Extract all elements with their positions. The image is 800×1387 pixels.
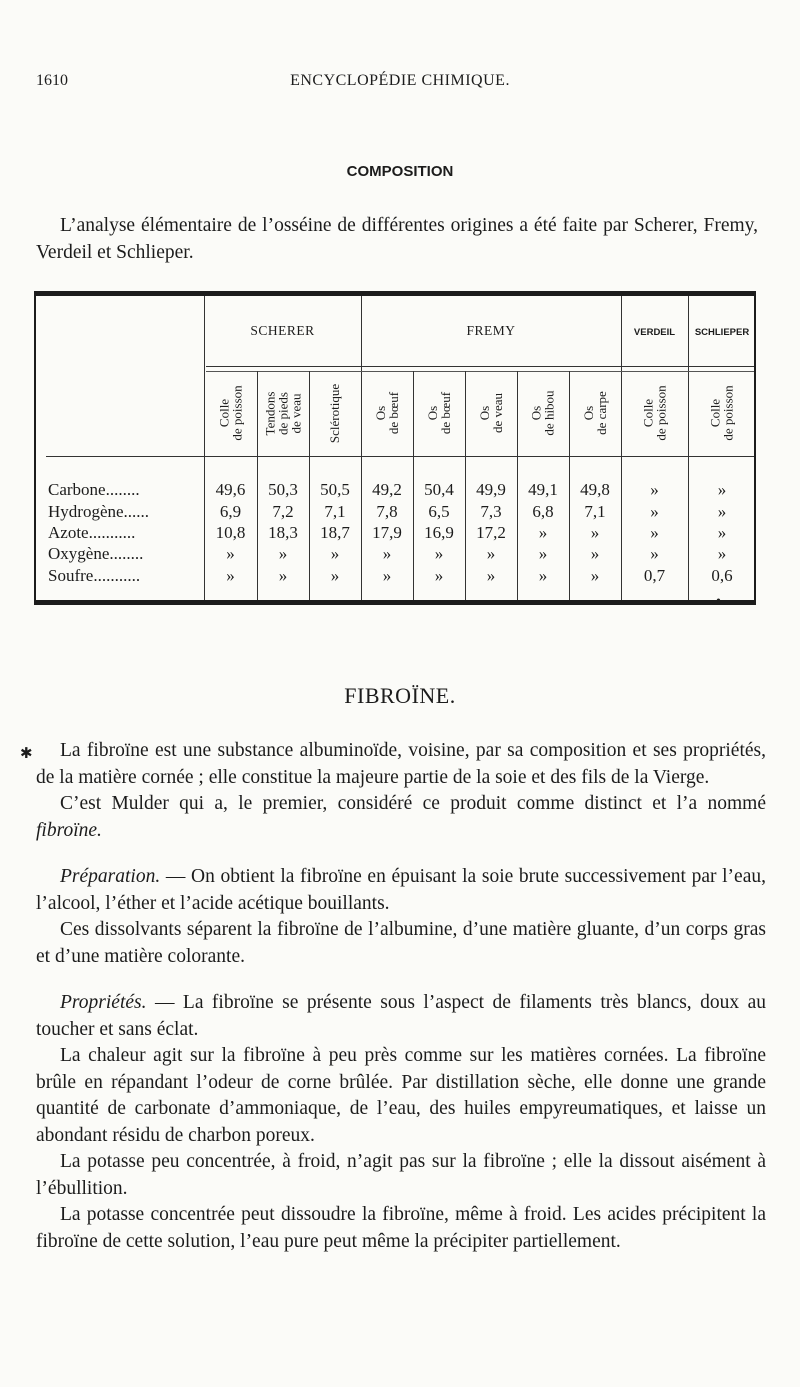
- table-cell: »: [226, 566, 235, 585]
- table-cell: »: [434, 566, 444, 585]
- table-cell: »: [590, 566, 600, 585]
- table-cell: 49,9: [476, 480, 506, 499]
- fibroine-body: [36, 738, 766, 1255]
- table-cell: 18,3: [268, 523, 298, 542]
- column-header-label: Colle de poisson: [708, 385, 736, 441]
- table-cell: 49,1: [528, 480, 558, 499]
- page-number: 1610: [36, 72, 68, 89]
- table-cell: »: [382, 566, 392, 585]
- table-cell: »: [650, 544, 659, 563]
- table-cell: »: [434, 544, 444, 563]
- column-header: [517, 378, 569, 448]
- table-cell: »: [278, 544, 288, 563]
- table-cell: 49,2: [372, 480, 402, 499]
- table-cell: »: [382, 544, 392, 563]
- table-cell: »: [486, 544, 496, 563]
- table-cell: 6,9: [219, 502, 242, 521]
- column-header: [204, 378, 257, 448]
- table-cell: 7,1: [324, 502, 346, 521]
- running-head: [36, 72, 764, 94]
- column-header: [688, 378, 756, 448]
- column-header: [465, 378, 517, 448]
- group-scherer: SCHERER: [250, 323, 315, 338]
- column-header: [413, 378, 465, 448]
- table-cell: 49,8: [580, 480, 610, 499]
- table-cell: »: [226, 544, 235, 563]
- table-cell: »: [538, 523, 548, 542]
- table-cell: »: [590, 544, 600, 563]
- paragraph-potash-concentrated: La potasse concentrée peut dissoudre la fibroïne, même à froid. Les acides précipitent la fibroïne de cette solution, l’eau pure peut même la précipiter partiellement.: [36, 1204, 766, 1252]
- table-cell: 7,1: [584, 502, 606, 521]
- table-cell: »: [278, 566, 288, 585]
- osseine-composition-table: [34, 291, 756, 605]
- table-cell: »: [650, 502, 659, 521]
- column-header-label: Sclérotique: [327, 383, 343, 443]
- paragraph-definition: La fibroïne est une substance albuminoïde, voisine, par sa composition et ses propriétés, de la matière cornée ; elle constitue la majeure partie de la soie et des fils de la Vierge.: [36, 740, 766, 788]
- row-label: Hydrogène......: [48, 502, 150, 521]
- table-cell: »: [650, 523, 659, 542]
- intro-paragraph: L’analyse élémentaire de l’osséine de différentes origines a été faite par Scherer, Fremy, Verdeil et Schlieper.: [36, 215, 758, 263]
- table-cell: 50,3: [268, 480, 298, 499]
- printer-dot: •: [716, 594, 721, 609]
- fibroine-heading: FIBROÏNE.: [344, 683, 456, 708]
- column-header-label: Tendons de pieds de veau: [262, 391, 304, 435]
- row-label: Soufre...........: [48, 566, 141, 585]
- table-cell: »: [330, 544, 340, 563]
- properties-text: — La fibroïne se présente sous l’aspect de filaments très blancs, doux au toucher et sans éclat.: [36, 992, 766, 1040]
- row-label: Carbone........: [48, 480, 140, 499]
- table-cell: »: [650, 480, 659, 499]
- table-cell: »: [717, 523, 727, 542]
- paragraph-potash-dilute: La potasse peu concentrée, à froid, n’agit pas sur la fibroïne ; elle la dissout aisément à l’ébullition.: [36, 1151, 766, 1199]
- table-cell: »: [538, 566, 548, 585]
- fibroine-term: fibroïne.: [36, 819, 102, 841]
- properties-title: Propriétés.: [60, 992, 147, 1013]
- table-cell: 18,7: [320, 523, 350, 542]
- column-header: [361, 378, 413, 448]
- table-cell: 7,2: [272, 502, 294, 521]
- table-cell: »: [717, 480, 727, 499]
- column-header-label: Os de bœuf: [425, 391, 453, 435]
- table-cell: 17,2: [476, 523, 506, 542]
- table-cell: »: [330, 566, 340, 585]
- table-cell: 6,8: [532, 502, 554, 521]
- table-cell: 0,7: [643, 566, 666, 585]
- table-cell: »: [538, 544, 548, 563]
- table-cell: »: [590, 523, 600, 542]
- mulder-text: C’est Mulder qui a, le premier, considéré ce produit comme distinct et l’a nommé: [60, 793, 766, 814]
- table-rule: [206, 366, 754, 367]
- table-cell: 50,5: [320, 480, 350, 499]
- table-cell: 16,9: [424, 523, 454, 542]
- composition-intro: [36, 212, 758, 266]
- running-title: ENCYCLOPÉDIE CHIMIQUE.: [290, 72, 510, 89]
- column-header-label: Os de hibou: [528, 390, 557, 436]
- column-header-label: Os de carpe: [580, 391, 609, 435]
- column-header-label: Colle de poisson: [216, 385, 245, 441]
- table-cell: 49,6: [215, 480, 246, 499]
- group-fremy: FREMY: [466, 323, 516, 338]
- column-header-label: Os de veau: [477, 392, 505, 434]
- column-header: [257, 378, 309, 448]
- column-header-label: Os de bœuf: [373, 391, 401, 435]
- group-schlieper: SCHLIEPER: [694, 327, 750, 338]
- table-cell: 10,8: [215, 523, 246, 542]
- column-header: [621, 378, 688, 448]
- preparation-title: Préparation.: [60, 866, 161, 887]
- group-verdeil: VERDEIL: [633, 327, 676, 338]
- paragraph-solvents: Ces dissolvants séparent la fibroïne de l’albumine, d’une matière gluante, d’un corps gras et d’une matière colorante.: [36, 919, 766, 967]
- asterisk-mark-icon: ✱: [20, 746, 33, 762]
- table-cell: »: [717, 544, 727, 563]
- table-cell: 0,6: [711, 566, 733, 585]
- table-rule: [46, 456, 754, 457]
- column-header: [569, 378, 621, 448]
- paragraph-heat: La chaleur agit sur la fibroïne à peu près comme sur les matières cornées. La fibroïne brûle en répandant l’odeur de corne brûlée. Par distillation sèche, elle donne une grande quantité de carbonate d’ammoniaque, de l’eau, des huiles empyreumatiques, et laisse un abondant résidu de charbon poreux.: [36, 1045, 766, 1146]
- row-label: Azote...........: [48, 523, 136, 542]
- table-cell: 6,5: [428, 502, 450, 521]
- table-cell: »: [717, 502, 727, 521]
- row-label: Oxygène........: [48, 544, 144, 563]
- composition-heading: COMPOSITION: [346, 163, 454, 180]
- paragraph-preparation: [36, 864, 766, 917]
- paragraph-properties: [36, 990, 766, 1043]
- table-rule: [206, 371, 754, 372]
- paragraph-mulder: [36, 791, 766, 844]
- table-cell: »: [486, 566, 496, 585]
- table-cell: 7,8: [376, 502, 398, 521]
- table-cell: 50,4: [424, 480, 454, 499]
- table-cell: 7,3: [480, 502, 502, 521]
- column-header: [309, 378, 361, 448]
- table-cell: 17,9: [372, 523, 402, 542]
- column-header-label: Colle de poisson: [640, 385, 669, 441]
- preparation-text: — On obtient la fibroïne en épuisant la soie brute successivement par l’eau, l’alcool, l’éther et l’acide acétique bouillants.: [36, 866, 766, 914]
